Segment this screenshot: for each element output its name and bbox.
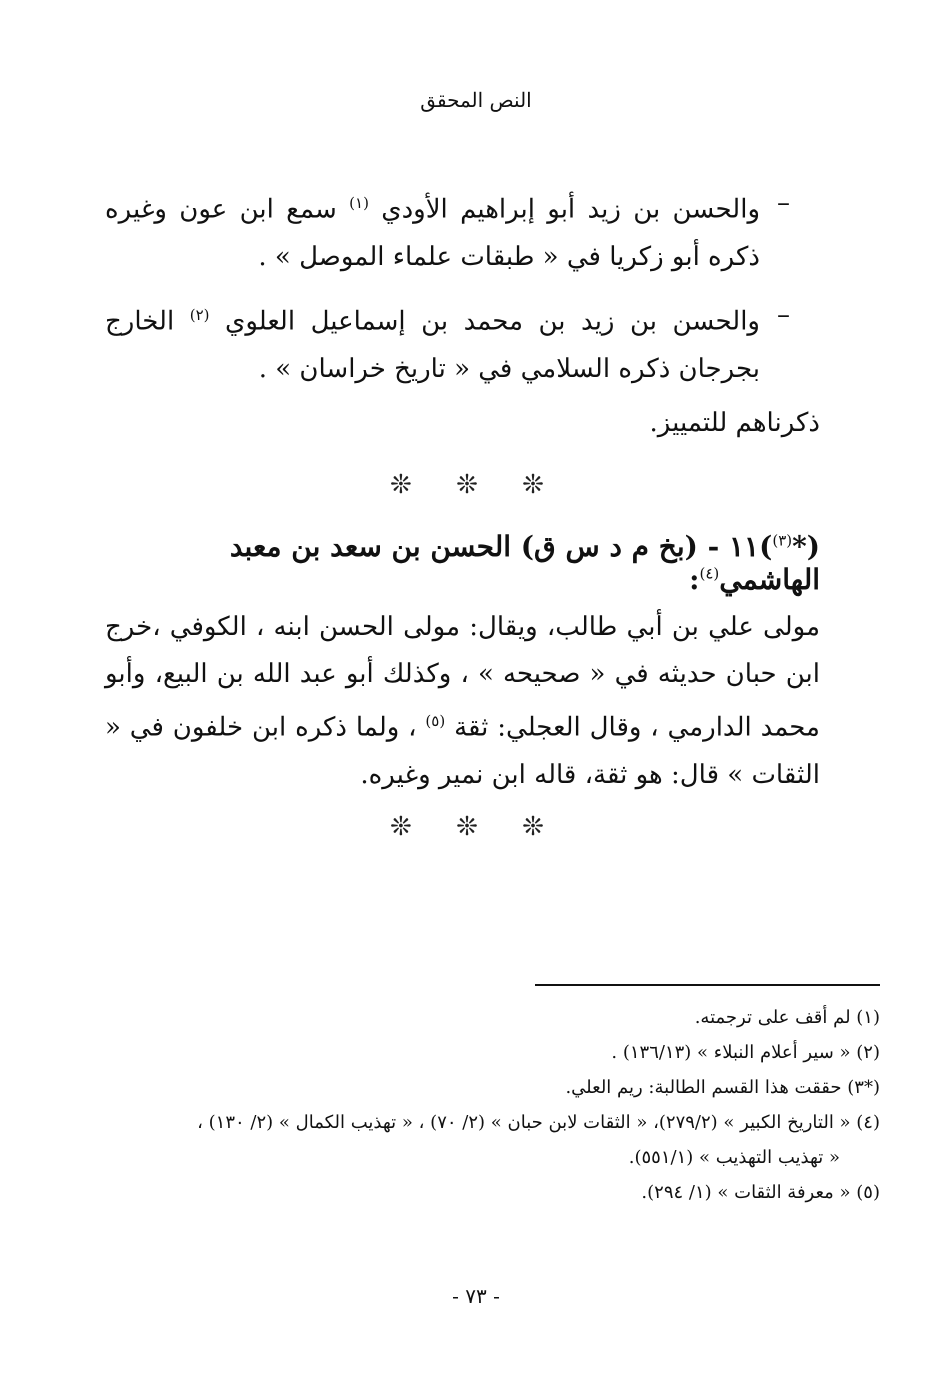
body-text: مولى علي بن أبي طالب، ويقال: مولى الحسن ابنه ، الكوفي ،خرج ابن حبان حديثه في « صحيحه » ، وكذلك أبو عبد الله بن البيع، وأبو محمد الدارمي ، وقال العجلي: ثقة <box>105 612 820 743</box>
footnote-continuation: « تهذيب التهذيب » (٥٥١/١). <box>628 1147 840 1168</box>
footnotes <box>110 1000 880 1210</box>
heading-end: : <box>689 563 700 596</box>
footnote-ref: (٥) <box>425 712 446 730</box>
biography-body <box>105 604 820 799</box>
entry-item <box>105 292 790 393</box>
footnote-ref: (٤) <box>699 564 720 583</box>
closing-line: ذكرناهم للتمييز. <box>649 408 820 438</box>
footnote-ref: (٢) <box>189 306 210 324</box>
biography-heading <box>105 530 820 596</box>
footnote: (١) لم أقف على ترجمته. <box>694 1007 880 1028</box>
separator-stars: ❊ ❊ ❊ <box>390 812 562 842</box>
footnote: (٢) « سير أعلام النبلاء » (١٣٦/١٣) . <box>611 1042 880 1063</box>
heading-star: (* <box>792 530 820 563</box>
entry-item <box>105 180 790 281</box>
footnote-rule <box>535 984 880 986</box>
heading-text: )١١ - (بخ م د س ق) الحسن بن سعد بن معبد الهاشمي <box>229 530 820 596</box>
separator-stars: ❊ ❊ ❊ <box>390 470 562 500</box>
footnote-ref: (٣) <box>772 531 793 550</box>
list-dash: – <box>777 300 790 330</box>
entry-text: سمع ابن عون وغيره ذكره أبو زكريا في « طبقات علماء الموصل » . <box>105 194 760 272</box>
footnote-ref: (١) <box>349 194 369 212</box>
page-number: - ٧٣ - <box>452 1284 500 1308</box>
entry-text: والحسن بن زيد أبو إبراهيم الأودي <box>368 194 760 225</box>
footnote: (*٣) حققت هذا القسم الطالبة: ريم العلي. <box>565 1077 880 1098</box>
body-text: ، ولما ذكره ابن خلفون في « الثقات » قال: هو ثقة، قاله ابن نمير وغيره. <box>105 712 820 790</box>
entry-text: الخارج بجرجان ذكره السلامي في « تاريخ خراسان » . <box>105 306 760 384</box>
footnote: (٤) « التاريخ الكبير » (٢٧٩/٢)، « الثقات لابن حبان » (٢/ ٧٠) ، « تهذيب الكمال » (٢/ ١٣٠) ، « تهذيب التهذيب » (٥٥١/١). <box>110 1105 880 1175</box>
running-header: النص المحقق <box>420 88 532 112</box>
list-dash: – <box>777 188 790 218</box>
footnote: (٥) « معرفة الثقات » (١/ ٢٩٤). <box>641 1182 880 1203</box>
entry-text: والحسن بن زيد بن محمد بن إسماعيل العلوي <box>209 306 760 337</box>
